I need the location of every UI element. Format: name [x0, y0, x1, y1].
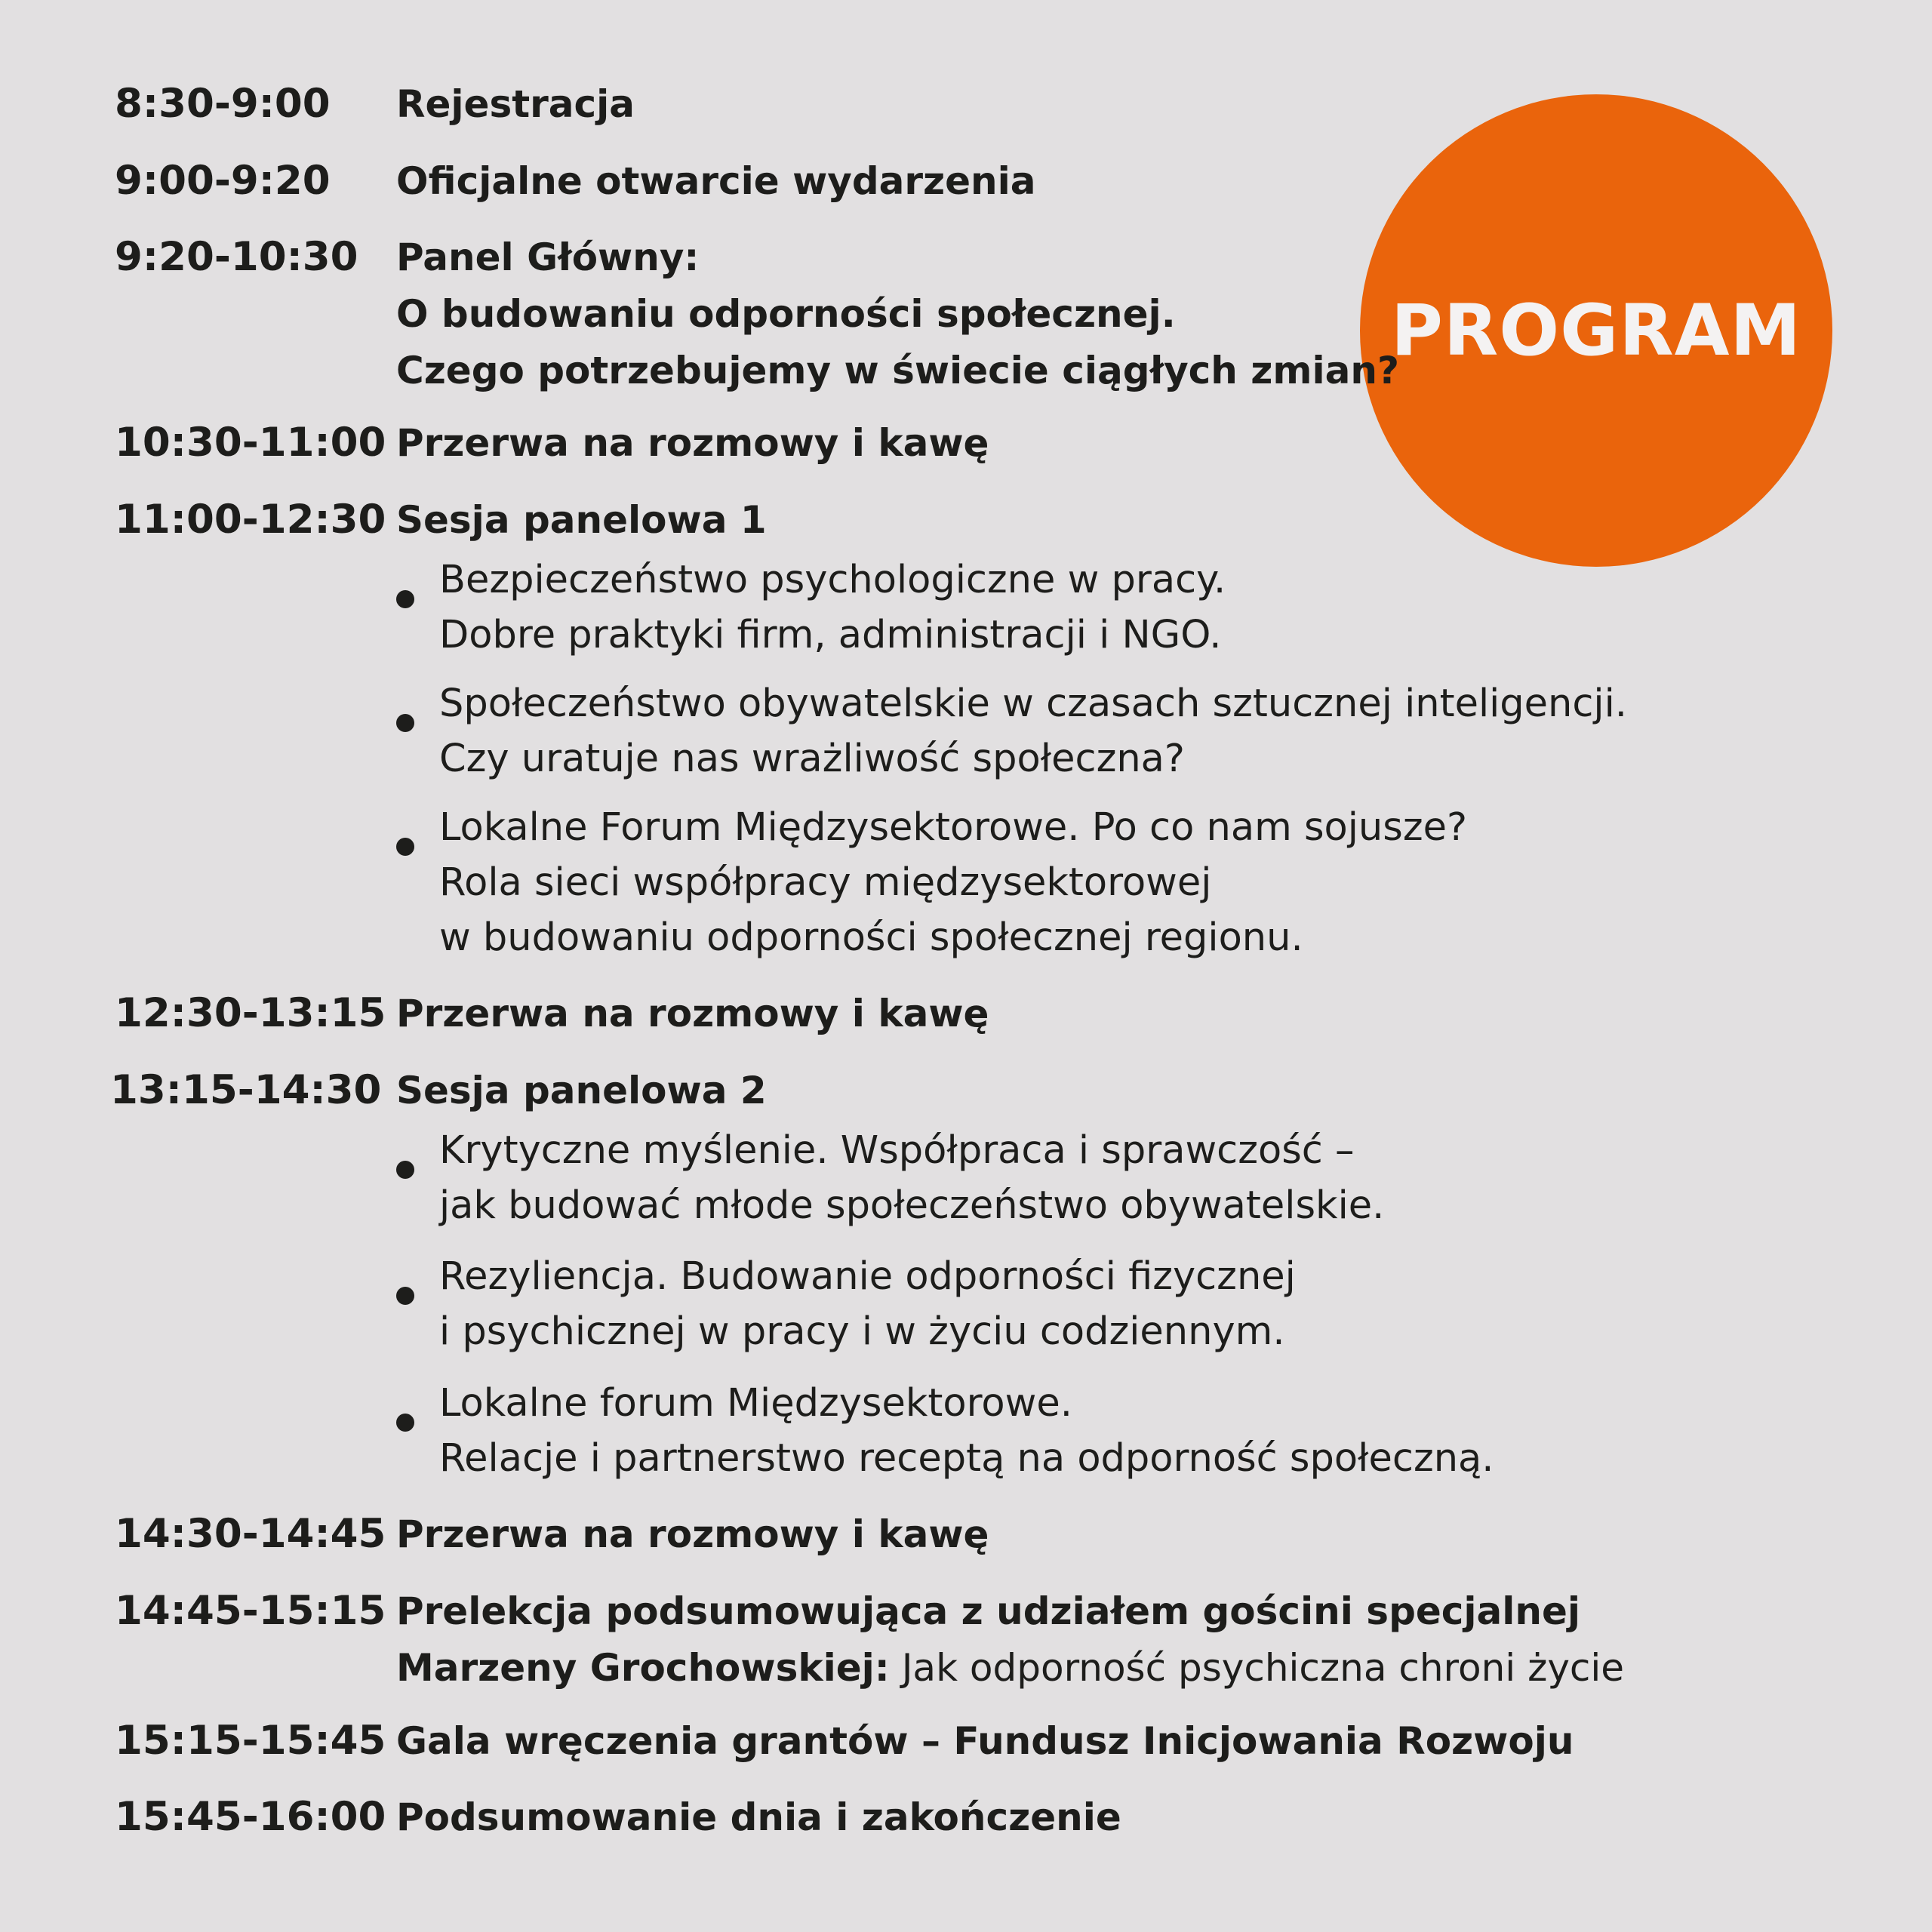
agenda-title [396, 1063, 767, 1119]
session-item-line: Lokalne forum Międzysektorowe. [439, 1381, 1072, 1426]
agenda-title [396, 153, 1036, 210]
agenda-title [396, 229, 1399, 399]
session-item-line: Społeczeństwo obywatelskie w czasach sztucznej inteligencji. [439, 681, 1627, 726]
agenda-title [396, 492, 767, 549]
agenda-title-line: Panel Główny: [396, 235, 700, 279]
bullet-icon [396, 590, 414, 608]
agenda-time: 15:15-15:45 [115, 1718, 386, 1764]
agenda-time: 14:45-15:15 [115, 1588, 386, 1634]
agenda-title [396, 1583, 1624, 1697]
agenda-title [396, 1789, 1121, 1846]
program-badge [1360, 94, 1832, 567]
agenda-title-line: Przerwa na rozmowy i kawę [396, 992, 989, 1035]
bullet-icon [396, 1161, 414, 1179]
agenda-time: 9:20-10:30 [115, 234, 358, 280]
lecture-topic: Jak odporność psychiczna chroni życie [889, 1646, 1625, 1690]
agenda-time: 15:45-16:00 [115, 1794, 386, 1840]
session-item-text [439, 1123, 1384, 1233]
session-item-text [439, 800, 1467, 965]
agenda-time: 9:00-9:20 [115, 158, 331, 204]
agenda-time: 14:30-14:45 [115, 1511, 386, 1557]
agenda-title [396, 76, 635, 133]
agenda-time: 13:15-14:30 [110, 1067, 382, 1113]
agenda-title-line: Czego potrzebujemy w świecie ciągłych zmian? [396, 349, 1399, 392]
agenda-title-line: Sesja panelowa 1 [396, 498, 767, 542]
agenda-time: 11:00-12:30 [115, 497, 386, 543]
agenda-time: 8:30-9:00 [115, 81, 331, 127]
agenda-title [396, 1713, 1574, 1770]
agenda-title-line: Sesja panelowa 2 [396, 1069, 767, 1112]
session-item-line: Lokalne Forum Międzysektorowe. Po co nam sojusze? [439, 805, 1468, 850]
agenda-title-line: Podsumowanie dnia i zakończenie [396, 1795, 1121, 1839]
session-item-text [439, 1249, 1296, 1359]
agenda-title [396, 986, 989, 1042]
session-item-line: Czy uratuje nas wrażliwość społeczna? [439, 737, 1186, 781]
agenda-title-line [396, 1640, 1624, 1697]
agenda-title-line: Gala wręczenia grantów – Fundusz Inicjowania Rozwoju [396, 1719, 1574, 1763]
session-item-line: Rezyliencja. Budowanie odporności fizycznej [439, 1254, 1296, 1299]
session-item-text [439, 676, 1627, 786]
agenda-title-line: O budowaniu odporności społecznej. [396, 292, 1176, 336]
bullet-icon [396, 1414, 414, 1432]
session-item-line: Rola sieci współpracy międzysektorowej [439, 860, 1212, 905]
agenda-time: 12:30-13:15 [115, 990, 386, 1036]
session-item-line: Relacje i partnerstwo receptą na odporność społeczną. [439, 1436, 1494, 1481]
session-item-text [439, 1376, 1494, 1486]
session-item-line: i psychicznej w pracy i w życiu codziennym. [439, 1309, 1285, 1354]
agenda-title-line: Przerwa na rozmowy i kawę [396, 1512, 989, 1556]
bullet-icon [396, 1287, 414, 1305]
program-badge-label: PROGRAM [1390, 289, 1801, 372]
agenda-title-line: Oficjalne otwarcie wydarzenia [396, 159, 1036, 203]
agenda-time: 10:30-11:00 [115, 420, 386, 466]
session-item-line: Krytyczne myślenie. Współpraca i sprawczość – [439, 1128, 1355, 1173]
session-item-text [439, 552, 1226, 663]
agenda-title [396, 1506, 989, 1563]
agenda-title [396, 415, 989, 472]
session-item-line: Dobre praktyki firm, administracji i NGO. [439, 613, 1222, 657]
agenda-title-line: Przerwa na rozmowy i kawę [396, 421, 989, 465]
agenda-title-line: Prelekcja podsumowująca z udziałem gościni specjalnej [396, 1589, 1581, 1633]
bullet-icon [396, 838, 414, 856]
session-item-line: Bezpieczeństwo psychologiczne w pracy. [439, 558, 1226, 602]
agenda-title-line: Rejestracja [396, 82, 635, 126]
bullet-icon [396, 714, 414, 732]
speaker-name: Marzeny Grochowskiej: [396, 1646, 890, 1690]
session-item-line: jak budować młode społeczeństwo obywatelskie. [439, 1183, 1385, 1228]
session-item-line: w budowaniu odporności społecznej regionu. [439, 915, 1303, 960]
